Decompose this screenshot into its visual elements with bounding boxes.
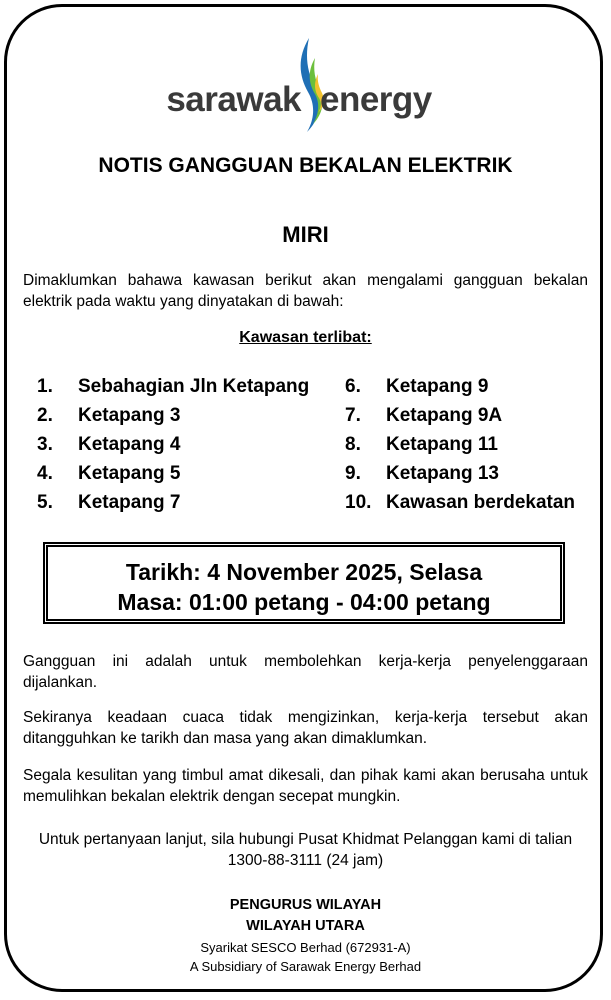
area-name: Ketapang 3 <box>78 405 181 426</box>
list-item <box>37 459 309 488</box>
list-item <box>37 401 309 430</box>
area-number: 2. <box>37 405 53 426</box>
area-name: Ketapang 9A <box>386 405 503 426</box>
list-item <box>345 372 575 401</box>
area-name: Ketapang 7 <box>78 492 181 513</box>
list-item <box>345 488 575 517</box>
list-item <box>345 430 575 459</box>
area-number: 5. <box>37 492 53 513</box>
hotline-number: 1300-88-3111 (24 jam) <box>227 852 384 869</box>
area-name: Sebahagian Jln Ketapang <box>78 376 310 397</box>
list-item <box>37 430 309 459</box>
list-item <box>345 459 575 488</box>
area-number: 8. <box>345 434 361 455</box>
sarawak-energy-logo <box>0 36 611 136</box>
list-item <box>345 401 575 430</box>
area-name: Kawasan berdekatan <box>386 492 576 513</box>
area-number: 1. <box>37 376 53 397</box>
area-name: Ketapang 11 <box>386 434 498 455</box>
signature-company: Syarikat SESCO Berhad (672931-A) <box>200 940 411 955</box>
maintenance-paragraph: Gangguan ini adalah untuk membolehkan kerja-kerja penyelenggaraan dijalankan. <box>23 653 588 691</box>
weather-paragraph: Sekiranya keadaan cuaca tidak mengizinkan, kerja-kerja tersebut akan ditangguhkan ke tarikh dan masa yang akan dimaklumkan. <box>23 709 588 747</box>
list-item <box>37 488 309 517</box>
area-number: 9. <box>345 463 361 484</box>
area-number: 7. <box>345 405 361 426</box>
intro-paragraph: Dimaklumkan bahawa kawasan berikut akan mengalami gangguan bekalan elektrik pada waktu yang dinyatakan di bawah: <box>23 272 588 310</box>
apology-paragraph: Segala kesulitan yang timbul amat dikesali, dan pihak kami akan berusaha untuk memulihkan bekalan elektrik dengan secepat mungkin. <box>23 767 588 805</box>
date-line: Tarikh: 4 November 2025, Selasa <box>125 559 483 585</box>
list-item <box>37 372 309 401</box>
signature-region: WILAYAH UTARA <box>246 918 365 934</box>
area-number: 3. <box>37 434 53 455</box>
time-line: Masa: 01:00 petang - 04:00 petang <box>117 589 491 615</box>
area-name: Ketapang 9 <box>386 376 489 397</box>
notice-title: NOTIS GANGGUAN BEKALAN ELEKTRIK <box>98 154 513 177</box>
signature-role: PENGURUS WILAYAH <box>229 897 382 913</box>
areas-column-right <box>345 372 575 517</box>
area-name: Ketapang 5 <box>78 463 181 484</box>
area-number: 4. <box>37 463 53 484</box>
area-number: 6. <box>345 376 361 397</box>
area-name: Ketapang 4 <box>78 434 181 455</box>
contact-info <box>0 829 611 871</box>
logo-text-sarawak: sarawak <box>166 80 301 119</box>
contact-line: Untuk pertanyaan lanjut, sila hubungi Pusat Khidmat Pelanggan kami di talian <box>38 831 573 848</box>
city-heading: MIRI <box>282 222 329 247</box>
area-name: Ketapang 13 <box>386 463 499 484</box>
logo-text-energy: energy <box>320 80 432 119</box>
areas-heading: Kawasan terlibat: <box>239 329 372 346</box>
areas-column-left <box>37 372 309 517</box>
area-number: 10. <box>345 492 372 513</box>
signature-subsidiary: A Subsidiary of Sarawak Energy Berhad <box>189 959 422 974</box>
schedule-box <box>43 542 565 624</box>
